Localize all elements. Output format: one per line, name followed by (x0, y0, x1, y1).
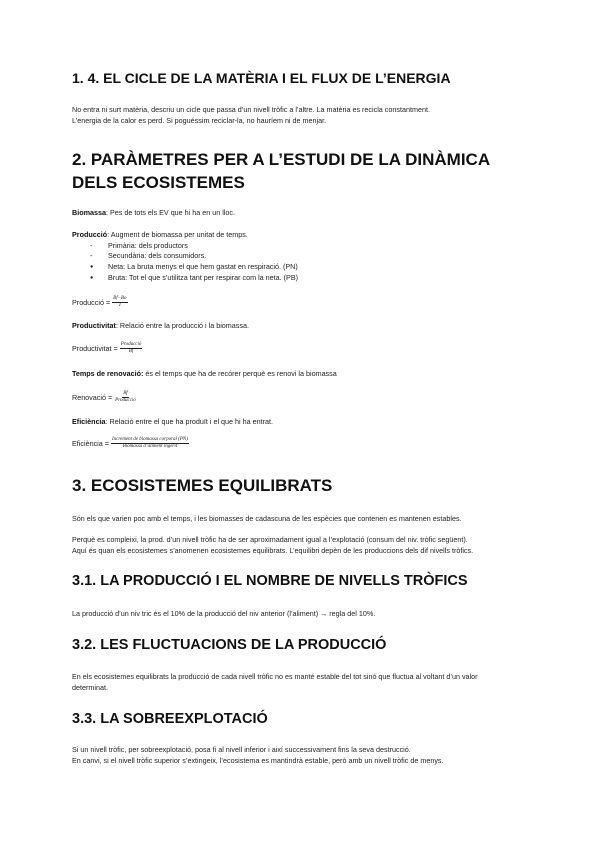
section-3-2-heading: 3.2. LES FLUCTUACIONS DE LA PRODUCCIÓ (72, 637, 387, 653)
list-item-secundaria: Secundària: dels consumidors. (108, 251, 207, 260)
biomassa-definition (72, 208, 235, 219)
formula-produccio-denominator: T (118, 303, 122, 308)
produccio-text: : Augment de biomassa per unitat de temps. (107, 230, 248, 239)
section-3-paragraph-2: Perquè es compleixi, la prod. d’un nivell tròfic ha de ser aproximadament igual a l’explotació (consum del niv. tròfic següent). (72, 535, 468, 544)
formula-eficiencia-numerator: Increment de biomassa corporal (PN) (111, 437, 188, 442)
formula-produccio-label: Producció = (72, 298, 111, 307)
biomassa-text: : Pes de tots els EV que hi ha en un lloc. (105, 208, 236, 217)
list-marker-bullet: ● (90, 275, 94, 281)
section-3-1-paragraph: La producció d’un niv tric és el 10% de la producció del niv anterior (l’aliment) → regla del 10%. (72, 609, 376, 618)
biomassa-term: Biomassa (72, 208, 106, 217)
formula-renovacio-fraction (114, 391, 137, 404)
section-1-4-paragraph-1: No entra ni surt matèria, descriu un cicle que passa d’un nivell tròfic a l’altre. La matèria es recicla constantment. (72, 105, 430, 114)
eficiencia-definition (72, 417, 273, 428)
section-3-3-paragraph-1: Si un nivell tròfic, per sobreexplotació, posa fi al nivell inferior i així successivament fins la seva destrucció. (72, 745, 411, 754)
eficiencia-text: : Relació entre el que ha produït i el que hi ha entrat. (105, 417, 273, 426)
formula-produccio (72, 296, 128, 309)
section-1-4-paragraph-2: L’energia de la calor es perd. Si poguéssim reciclar-la, no hauríem ni de menjar. (72, 116, 327, 125)
renovacio-text: és el temps que ha de recórer perquè es renovi la biomassa (143, 369, 337, 378)
formula-renovacio-numerator: Bf (123, 391, 128, 396)
section-3-2-paragraph-2: determinat. (72, 683, 108, 692)
formula-eficiencia (72, 437, 189, 450)
section-3-2-paragraph-1: En els ecosistemes equilibrats la producció de cada nivell tròfic no es manté estable del tot sinó que fluctua al voltant d’un valor (72, 672, 478, 681)
list-marker-bullet: ● (90, 264, 94, 270)
renovacio-term: Temps de renovació: (72, 369, 144, 378)
section-3-paragraph-3: Aquí és quan els ecosistemes s’anomenen ecosistemes equilibrats. L’equilibri depèn de les produccions dels dif nivells tròfics. (72, 546, 474, 555)
list-item-bruta: Bruta: Tot el que s’utilitza tant per respirar com la neta. (PB) (108, 273, 299, 282)
section-3-3-heading: 3.3. LA SOBREEXPLOTACIÓ (72, 711, 268, 727)
section-2-heading-line-1: 2. PARÀMETRES PER A L’ESTUDI DE LA DINÀMICA (72, 150, 491, 169)
formula-eficiencia-denominator: Biomassa d’aliment ingerit (122, 444, 178, 449)
formula-renovacio (72, 391, 137, 404)
list-marker-dash: - (90, 241, 93, 250)
section-3-paragraph-1: Són els que varien poc amb el temps, i les biomasses de cadascuna de les espècies que contenen es mantenen estables. (72, 514, 462, 523)
produccio-term: Producció (72, 230, 108, 239)
productivitat-text: : Relació entre la producció i la biomassa. (115, 321, 249, 330)
formula-productivitat (72, 342, 142, 355)
produccio-definition (72, 230, 248, 241)
productivitat-term: Productivitat (72, 321, 116, 330)
formula-eficiencia-fraction (111, 437, 189, 450)
formula-produccio-fraction (112, 296, 127, 309)
formula-productivitat-label: Productivitat = (72, 344, 118, 353)
formula-renovacio-denominator: Producció (115, 398, 136, 403)
section-3-heading: 3. ECOSISTEMES EQUILIBRATS (72, 476, 333, 495)
section-1-4-heading: 1. 4. EL CICLE DE LA MATÈRIA I EL FLUX DE L’ENERGIA (72, 70, 451, 86)
section-3-3-paragraph-2: En canvi, si el nivell tròfic superior s’extingeix, l’ecosistema es mantindrà estable, però amb un nivell tròfic de menys. (72, 756, 444, 765)
formula-produccio-numerator: Bf−Bo (113, 296, 127, 301)
eficiencia-term: Eficiència (72, 417, 106, 426)
formula-eficiencia-label: Eficiència = (72, 439, 109, 448)
list-item-primaria: Primària: dels productors (108, 241, 188, 250)
formula-productivitat-fraction (120, 342, 143, 355)
formula-renovacio-label: Renovació = (72, 393, 113, 402)
section-3-1-heading: 3.1. LA PRODUCCIÓ I EL NOMBRE DE NIVELLS TRÒFICS (72, 573, 468, 589)
list-item-neta: Neta: La bruta menys el que hem gastat en respiració. (PN) (108, 262, 298, 271)
formula-productivitat-numerator: Producció (120, 342, 142, 347)
formula-productivitat-denominator: Bf (128, 349, 134, 354)
productivitat-definition (72, 321, 249, 332)
list-marker-dash: - (90, 251, 93, 260)
section-2-heading-line-2: DELS ECOSISTEMES (72, 173, 245, 192)
renovacio-definition (72, 369, 337, 380)
